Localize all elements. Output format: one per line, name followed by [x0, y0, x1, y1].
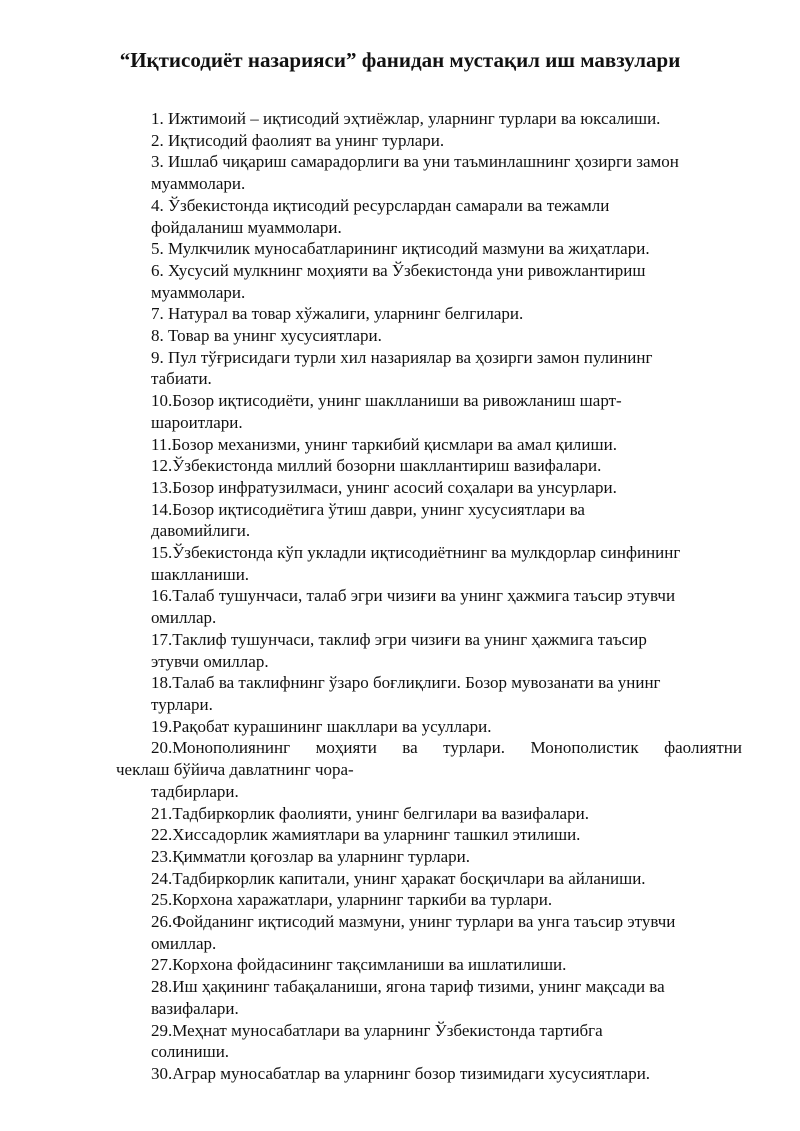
list-item [0, 260, 800, 303]
list-item [0, 629, 800, 672]
list-item-line: чеклаш бўйича давлатнинг чора- [116, 760, 354, 780]
list-item-line: шароитлари. [151, 412, 243, 432]
list-item-line: фойдаланиш муаммолари. [151, 217, 342, 237]
list-item [0, 455, 800, 477]
list-item-line: 19.Рақобат курашининг шакллари ва усуллари. [151, 716, 492, 736]
list-item [0, 824, 800, 846]
list-item-line: давомийлиги. [151, 521, 251, 541]
list-item [0, 868, 800, 890]
list-item-line: турлари. [151, 694, 213, 714]
list-item [0, 976, 800, 1019]
list-item-line: 24.Тадбиркорлик капитали, унинг ҳаракат босқичлари ва айланиши. [151, 868, 646, 888]
list-item-line: 28.Иш ҳақининг табақаланиши, ягона тариф тизими, унинг мақсади ва [151, 977, 665, 997]
list-item [0, 303, 800, 325]
list-item-line: табиати. [151, 369, 212, 389]
list-item [0, 672, 800, 715]
list-item-line: вазифалари. [151, 998, 239, 1018]
list-item-line: 18.Талаб ва таклифнинг ўзаро боғлиқлиги. Бозор мувозанати ва унинг [151, 673, 661, 693]
list-item-line: 16.Талаб тушунчаси, талаб эгри чизиғи ва унинг ҳажмига таъсир этувчи [151, 586, 676, 606]
list-item [0, 1020, 800, 1063]
list-item-line: солиниши. [151, 1042, 230, 1062]
list-item-line: 20.Монополиянинг моҳияти ва турлари. Монополистик фаолиятни [151, 738, 742, 758]
list-item-line: этувчи омиллар. [151, 651, 269, 671]
list-item-line: 15.Ўзбекистонда кўп укладли иқтисодиётнинг ва мулкдорлар синфининг [151, 543, 681, 563]
list-item [0, 889, 800, 911]
list-item [0, 325, 800, 347]
list-item-line: 12.Ўзбекистонда миллий бозорни шакллантириш вазифалари. [151, 456, 602, 476]
list-item-line: 17.Таклиф тушунчаси, таклиф эгри чизиғи ва унинг ҳажмига таъсир [151, 629, 647, 649]
list-item-line: 26.Фойданинг иқтисодий мазмуни, унинг турлари ва унга таъсир этувчи [151, 912, 676, 932]
list-item-line: 29.Меҳнат муносабатлари ва уларнинг Ўзбекистонда тартибга [151, 1020, 603, 1040]
list-item [0, 1063, 800, 1085]
list-item [0, 238, 800, 260]
list-item [0, 108, 800, 130]
list-item-line: 2. Иқтисодий фаолият ва унинг турлари. [151, 130, 445, 150]
list-item [0, 499, 800, 542]
list-item-line: тадбирлари. [151, 781, 239, 801]
list-item-line: 5. Мулкчилик муносабатларининг иқтисодий мазмуни ва жиҳатлари. [151, 239, 650, 259]
list-item [0, 434, 800, 456]
list-item-line: 23.Қимматли қоғозлар ва уларнинг турлари. [151, 846, 471, 866]
list-item-line: 14.Бозор иқтисодиётига ўтиш даври, унинг хусусиятлари ва [151, 499, 585, 519]
list-item [0, 716, 800, 738]
list-item-line: муаммолари. [151, 174, 246, 194]
list-item-line: шаклланиши. [151, 564, 250, 584]
list-item [0, 151, 800, 194]
list-item-line: омиллар. [151, 933, 217, 953]
list-item-line: 1. Ижтимоий – иқтисодий эҳтиёжлар, уларнинг турлари ва юксалиши. [151, 109, 661, 128]
list-item-line: муаммолари. [151, 282, 246, 302]
list-item-line: 30.Аграр муносабатлар ва уларнинг бозор тизимидаги хусусиятлари. [151, 1063, 651, 1083]
list-item-line: 13.Бозор инфратузилмаси, унинг асосий соҳалари ва унсурлари. [151, 477, 617, 497]
list-item [0, 803, 800, 825]
list-item-line: 11.Бозор механизми, унинг таркибий қисмлари ва амал қилиши. [151, 434, 617, 454]
document-title: “Иқтисодиёт назарияси” фанидан мустақил иш мавзулари [119, 48, 681, 72]
list-item-line: 8. Товар ва унинг хусусиятлари. [151, 326, 382, 346]
list-item [0, 390, 800, 433]
list-item [0, 846, 800, 868]
list-item [0, 477, 800, 499]
list-item [0, 911, 800, 954]
list-item-line: 6. Хусусий мулкнинг моҳияти ва Ўзбекистонда уни ривожлантириш [151, 260, 646, 280]
list-item [0, 195, 800, 238]
list-item-line: 21.Тадбиркорлик фаолияти, унинг белгилари ва вазифалари. [151, 803, 589, 823]
list-item-line: 27.Корхона фойдасининг тақсимланиши ва ишлатилиши. [151, 955, 567, 975]
list-item [0, 737, 800, 802]
topic-list [0, 108, 800, 1085]
list-item [0, 542, 800, 585]
list-item-line: 25.Корхона харажатлари, уларнинг таркиби ва турлари. [151, 890, 553, 910]
list-item-line: 7. Натурал ва товар хўжалиги, уларнинг белгилари. [151, 304, 524, 324]
list-item [0, 954, 800, 976]
list-item-line: 9. Пул тўғрисидаги турли хил назариялар ва ҳозирги замон пулининг [151, 347, 653, 367]
list-item-line: омиллар. [151, 608, 217, 628]
list-item-line: 10.Бозор иқтисодиёти, унинг шаклланиши ва ривожланиш шарт- [151, 391, 622, 411]
list-item-line: 3. Ишлаб чиқариш самарадорлиги ва уни таъминлашнинг ҳозирги замон [151, 152, 679, 172]
list-item [0, 347, 800, 390]
list-item [0, 585, 800, 628]
list-item-line: 22.Хиссадорлик жамиятлари ва уларнинг ташкил этилиши. [151, 825, 581, 845]
list-item [0, 130, 800, 152]
list-item-line: 4. Ўзбекистонда иқтисодий ресурслардан самарали ва тежамли [151, 195, 610, 215]
